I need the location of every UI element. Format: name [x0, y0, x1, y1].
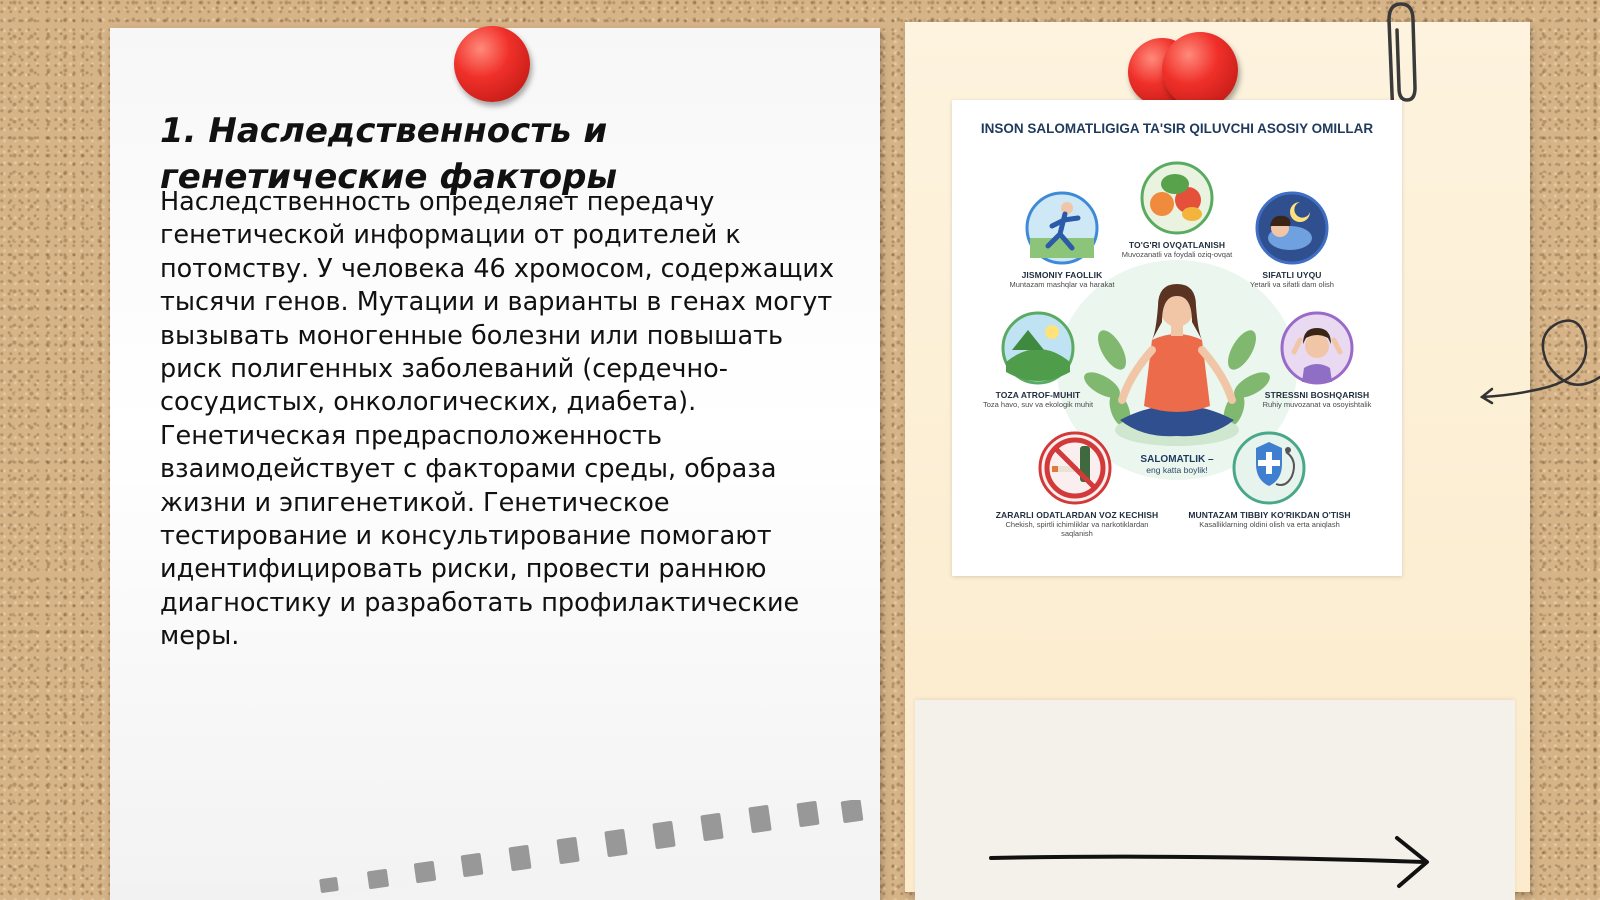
infographic-title: INSON SALOMATLIGIGA TA'SIR QILUVCHI ASOSIY OMILLAR	[980, 121, 1374, 136]
factor-label-stress: STRESSNI BOSHQARISH Ruhiy muvozanat va osoyishtalik	[1262, 390, 1372, 409]
arrow-right-icon	[985, 832, 1445, 892]
medical-shield-icon	[1234, 433, 1304, 503]
factor-label-medical-checkup: MUNTAZAM TIBBIY KO'RIKDAN O'TISH Kasalliklarning oldini olish va erta aniqlash	[1188, 510, 1351, 529]
scribble-arrow-icon	[1478, 305, 1600, 415]
factor-label-nutrition: TO'G'RI OVQATLANISH Muvozanatli va foydali oziq-ovqat	[1121, 240, 1233, 259]
factor-label-physical-activity: JISMONIY FAOLLIK Muntazam mashqlar va harakat	[1009, 270, 1115, 289]
factor-label-sleep: SIFATLI UYQU Yetarli va sifatli dam olish	[1250, 270, 1334, 289]
vegetables-icon	[1142, 163, 1212, 233]
red-pushpin-left	[454, 26, 530, 102]
slide-body-text: Наследственность определяет передачу генетической информации от родителей к потомству. У человека 46 хромосом, содержащих тысячи генов. Мутации и варианты в генах могут вызывать моногенные болезни или повышать риск полигенных заболеваний (сердечно-сосудистых, онкологических, диабета). Генетическая предрасположенность взаимодействует с факторами среды, образа жизни и эпигенетикой. Генетическое тестирование и консультирование помогают идентифицировать риски, провести раннюю диагностику и разработать профилактические меры.	[160, 187, 835, 652]
health-factors-infographic	[952, 100, 1402, 576]
slide-title: 1. Наследственность и генетические факторы	[160, 111, 618, 197]
no-smoking-alcohol-icon	[1040, 433, 1110, 503]
factor-label-environment: TOZA ATROF-MUHIT Toza havo, suv va ekologik muhit	[982, 390, 1094, 409]
infographic-illustrations	[952, 100, 1402, 576]
infographic-center-caption: SALOMATLIK – eng katta boylik!	[1140, 454, 1214, 475]
stressed-person-icon	[1282, 313, 1352, 383]
nature-landscape-icon	[1003, 313, 1073, 383]
torn-paper-edge	[310, 800, 880, 900]
sleeping-person-icon	[1257, 193, 1327, 263]
red-pushpin-right-front	[1162, 32, 1238, 108]
factor-label-bad-habits: ZARARLI ODATLARDAN VOZ KECHISH Chekish, spirtli ichimliklar va narkotiklardan saqlanish	[995, 510, 1159, 538]
running-person-icon	[1027, 193, 1097, 263]
